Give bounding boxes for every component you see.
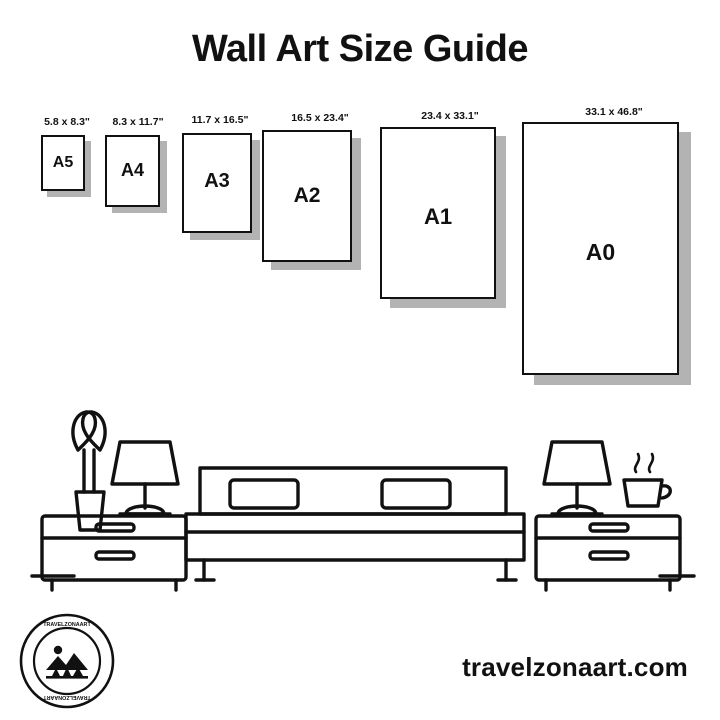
frame-dimension-a3: 11.7 x 16.5"	[191, 114, 249, 126]
brand-logo-svg	[18, 612, 116, 710]
frame-name-a1: A1	[423, 204, 453, 229]
frame-name-a5: A5	[52, 154, 74, 171]
frame-dimension-a0: 33.1 x 46.8"	[585, 106, 643, 118]
frame-dimension-a2: 16.5 x 23.4"	[291, 112, 349, 124]
frame-dimension-a4: 8.3 x 11.7"	[112, 116, 164, 128]
logo-brand-top: TRAVELZONAART	[43, 622, 91, 628]
bed	[186, 468, 524, 580]
frame-box-a2[interactable]	[262, 130, 352, 262]
frame-group-a5[interactable]	[36, 110, 98, 190]
vase-with-flowers	[73, 412, 105, 530]
right-table-lamp	[544, 442, 610, 514]
pillow-right	[382, 480, 450, 508]
frame-name-a0: A0	[585, 239, 616, 265]
page-title: Wall Art Size Guide	[191, 28, 529, 70]
frame-group-a4[interactable]	[98, 110, 180, 220]
left-nightstand	[42, 516, 186, 590]
logo-inner-ring	[34, 628, 100, 694]
frame-group-a3[interactable]	[172, 110, 270, 250]
frame-name-a2: A2	[293, 184, 321, 207]
frame-name-a3: A3	[204, 170, 230, 192]
frame-box-a3[interactable]	[182, 133, 252, 233]
logo-brand-bottom: TRAVELZONAART	[43, 694, 91, 700]
frame-dimension-a1: 23.4 x 33.1"	[421, 110, 479, 122]
frame-name-a4: A4	[120, 160, 144, 180]
frame-box-a4[interactable]	[105, 135, 160, 207]
brand-logo[interactable]	[18, 612, 116, 710]
right-nightstand	[536, 516, 680, 590]
website-url[interactable]: travelzonaart.com	[462, 652, 688, 682]
frame-box-a0[interactable]	[522, 122, 679, 375]
frame-size-row	[0, 106, 720, 400]
bedroom-illustration-svg	[0, 380, 720, 600]
pillow-left	[230, 480, 298, 508]
frame-box-a1[interactable]	[380, 127, 496, 299]
frame-group-a0[interactable]	[518, 106, 708, 400]
footer	[0, 600, 720, 720]
logo-mountain-scene	[46, 646, 88, 679]
frame-box-a5[interactable]	[41, 135, 85, 191]
frame-group-a1[interactable]	[378, 110, 518, 330]
coffee-cup	[624, 454, 670, 506]
left-table-lamp	[112, 442, 178, 514]
bedroom-scene	[0, 380, 720, 600]
frame-dimension-a5: 5.8 x 8.3"	[44, 116, 90, 128]
frame-group-a2[interactable]	[262, 110, 378, 290]
